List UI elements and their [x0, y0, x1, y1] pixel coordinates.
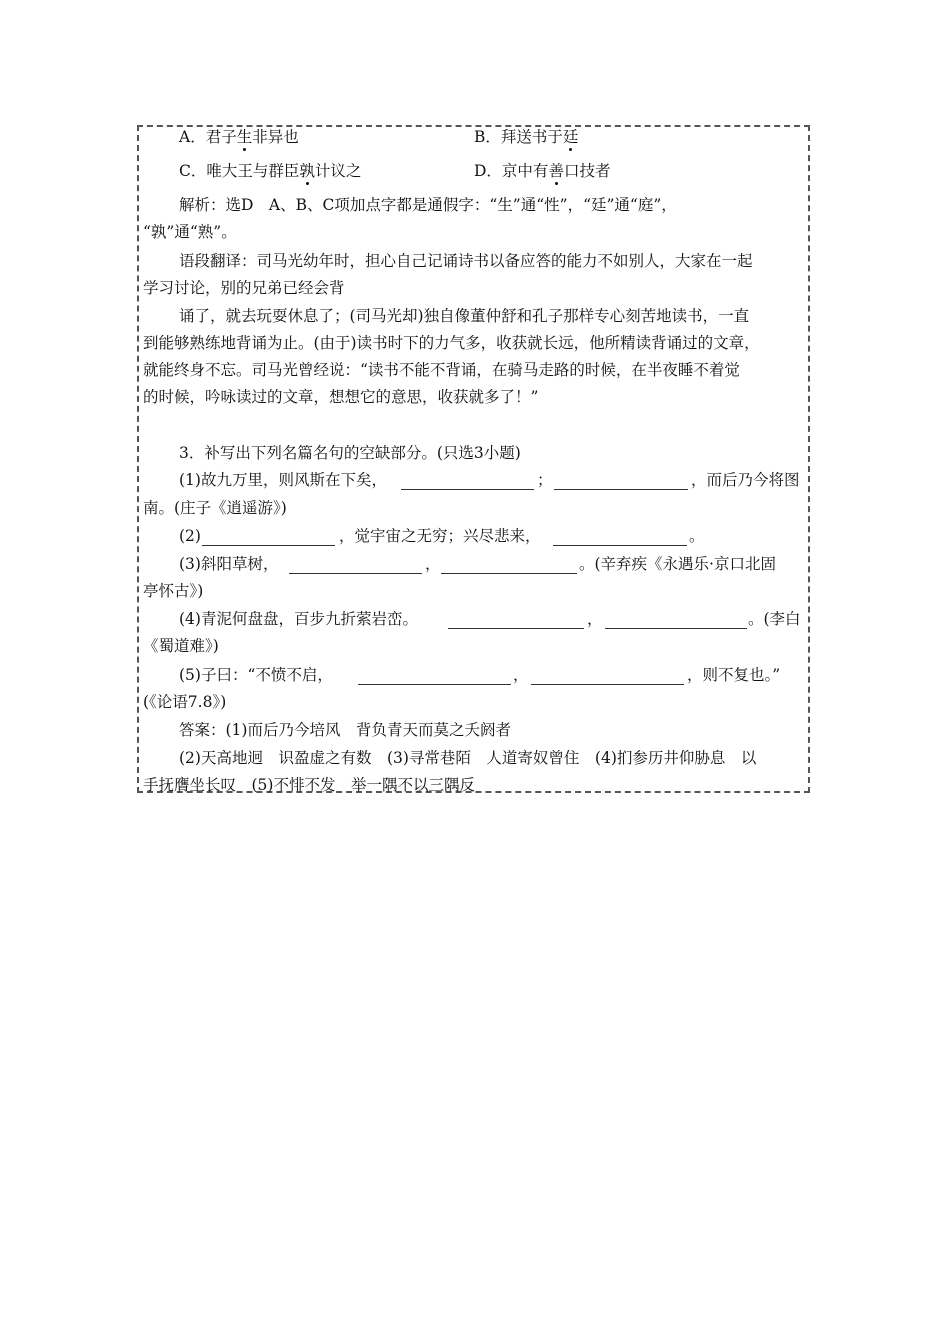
dotted-char: 孰 — [299, 162, 315, 180]
dotted-char: 廷 — [562, 128, 579, 146]
blank-line — [401, 470, 534, 490]
q3-item-5-source: (《论语7.8》) — [143, 693, 227, 711]
blank-line — [202, 526, 335, 546]
blank-line — [358, 665, 511, 685]
q3-item-3-text: (3)斜阳草树， — [179, 555, 279, 573]
option-a-label: A．君子 — [179, 128, 237, 146]
option-d — [474, 161, 610, 181]
q3-item-4-tail: 。(李白 — [748, 610, 801, 628]
blank-line — [289, 554, 422, 574]
blank-line — [448, 609, 584, 629]
translation-line-4: 到能够熟练地背诵为止。(由于)读书时下的力气多，收获就长远，他所精读背诵过的文章， — [143, 334, 760, 352]
blank-line — [553, 526, 687, 546]
answer-line-1: 答案：(1)而后乃今培风 背负青天而莫之夭阏者 — [179, 721, 511, 739]
blank-line — [554, 470, 688, 490]
q3-item-2-text: (2) — [179, 527, 201, 545]
q3-item-4-source: 《蜀道难》) — [143, 637, 219, 655]
analysis-line-2: “孰”通“熟”。 — [143, 223, 237, 241]
q3-item-5-tail: ，则不复也。” — [687, 666, 781, 684]
dotted-char: 生 — [236, 128, 253, 146]
translation-line-3: 诵了，就去玩耍休息了；(司马光却)独自像董仲舒和孔子那样专心刻苦地读书，一直 — [179, 307, 750, 325]
q3-item-2-end: 。 — [689, 527, 705, 545]
translation-line-1: 语段翻译：司马光幼年时，担心自己记诵诗书以备应答的能力不如别人，大家在一起 — [179, 252, 753, 270]
translation-line-2: 学习讨论，别的兄弟已经会背 — [143, 279, 345, 297]
option-c-rest: 计议之 — [314, 162, 362, 180]
dotted-char: 善 — [548, 162, 564, 180]
option-d-label: D．京中有 — [474, 162, 549, 180]
q3-item-2-mid: ，觉宇宙之无穷；兴尽悲来， — [339, 527, 541, 545]
q3-item-4-text: (4)青泥何盘盘，百步九折萦岩峦。 — [179, 610, 418, 628]
q3-item-3-source: 亭怀古》) — [143, 582, 204, 600]
q3-item-1-text: (1)故九万里，则风斯在下矣， — [179, 471, 387, 489]
option-a — [179, 127, 299, 147]
q3-item-3-tail: 。(辛弃疾《永遇乐·京口北固 — [579, 555, 776, 573]
blank-line — [605, 609, 747, 629]
answer-line-2: (2)天高地迥 识盈虚之有数 (3)寻常巷陌 人道寄奴曾住 (4)扪参历井仰胁息 以 — [179, 749, 757, 767]
question-3-title: 3．补写出下列名篇名句的空缺部分。(只选3小题) — [179, 444, 521, 462]
q3-item-1-source: 南。(庄子《逍遥游》) — [143, 499, 287, 517]
q3-item-5-sep: ， — [513, 666, 529, 684]
blank-line — [441, 554, 577, 574]
option-c — [179, 161, 361, 181]
translation-line-5: 就能终身不忘。司马光曾经说：“读书不能不背诵，在骑马走路的时候，在半夜睡不着觉 — [143, 361, 740, 379]
translation-line-6: 的时候，吟咏读过的文章，想想它的意思，收获就多了！” — [143, 388, 539, 406]
q3-item-4-sep: ， — [587, 610, 603, 628]
analysis-line-1: 解析：选D A、B、C项加点字都是通假字：“生”通“性”，“廷”通“庭”， — [179, 196, 677, 214]
option-a-rest: 非异也 — [252, 128, 299, 146]
blank-line — [531, 665, 684, 685]
option-d-rest: 口技者 — [563, 162, 611, 180]
q3-item-3-sep: ， — [425, 555, 441, 573]
q3-item-1-sep: ； — [537, 471, 553, 489]
option-c-label: C．唯大王与群臣 — [179, 162, 300, 180]
q3-item-5-text: (5)子曰：“不愤不启， — [179, 666, 333, 684]
answer-line-3: 手抚膺坐长叹 (5)不悱不发 举一隅不以三隅反 — [143, 776, 475, 794]
option-b-label: B．拜送书于 — [474, 128, 563, 146]
q3-item-1-tail: ，而后乃今将图 — [691, 471, 800, 489]
option-b — [474, 127, 578, 147]
